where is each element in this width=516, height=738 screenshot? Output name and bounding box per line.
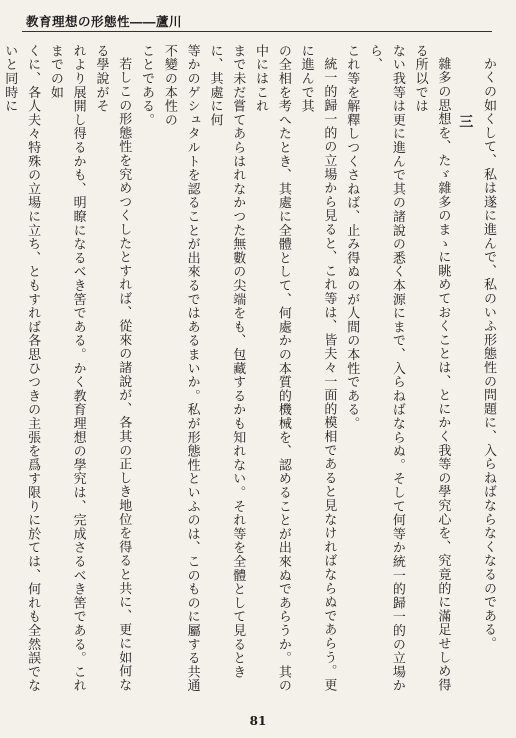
text-column: れより展開し得るかも、明瞭になるべき筈である。かく教育理想の學究は、完成さるべき筈である。これまでの如 [47,44,86,693]
text-column: まで未だ嘗てあらはれなかつた無數の尖端をも、包藏するかも知れない。それ等を全體として見るときに、其處に何 [207,44,246,679]
text-column: 等かのゲシュタルトを認ることが出來るではあるまいか。私が形態性といふのは、このものに屬する共通不變の本性の [161,44,200,693]
text-column: かくの如くして、私は遂に進んで、私のいふ形態性の問題に、入らねばならなくなるのである。 [481,57,496,651]
running-header: 教育理想の形態性――蘆川 [26,14,183,29]
text-column: くに、各人夫々特殊の立場に立ち、ともすれば各思ひつきの主張を爲す限りに於ては、何れも全然誤でないと同時に [2,44,41,693]
page-number: 81 [249,714,267,728]
text-column: 若しこの形態性を究めつくしたとすれば、從來の諸說が、各其の正しき地位を得ると共に、更に如何なる學說がそ [93,44,132,692]
text-column: これ等を解釋しつくさねば、止み得ぬのが人間の本性である。 [344,44,360,431]
header-rule [22,31,492,32]
text-column: ない我等は更に進んで其の諸說の悉く本源にまで、入らねばならぬ。そして何等か統一的歸一的の立場から、 [367,44,405,693]
text-column: の全相を考へたとき、其處に全體として、何處かの本質的機械を、認めることが出來ぬであらうか。其の中にはこれ [253,44,291,693]
section-heading-3: 三 [457,114,474,129]
text-column: 統一的歸一的の立場から見ると、これ等は、皆夫々一面的模相であると見なければならぬであらう。更に進んで其 [298,44,337,692]
vertical-text-body [2,44,499,694]
text-column: ことである。 [139,44,155,127]
text-column: 雜多の思想を、たゞ雜多のまゝに眺めておくことは、とにかく我等の學究心を、究竟的に滿足せしめ得る所以では [412,44,451,692]
